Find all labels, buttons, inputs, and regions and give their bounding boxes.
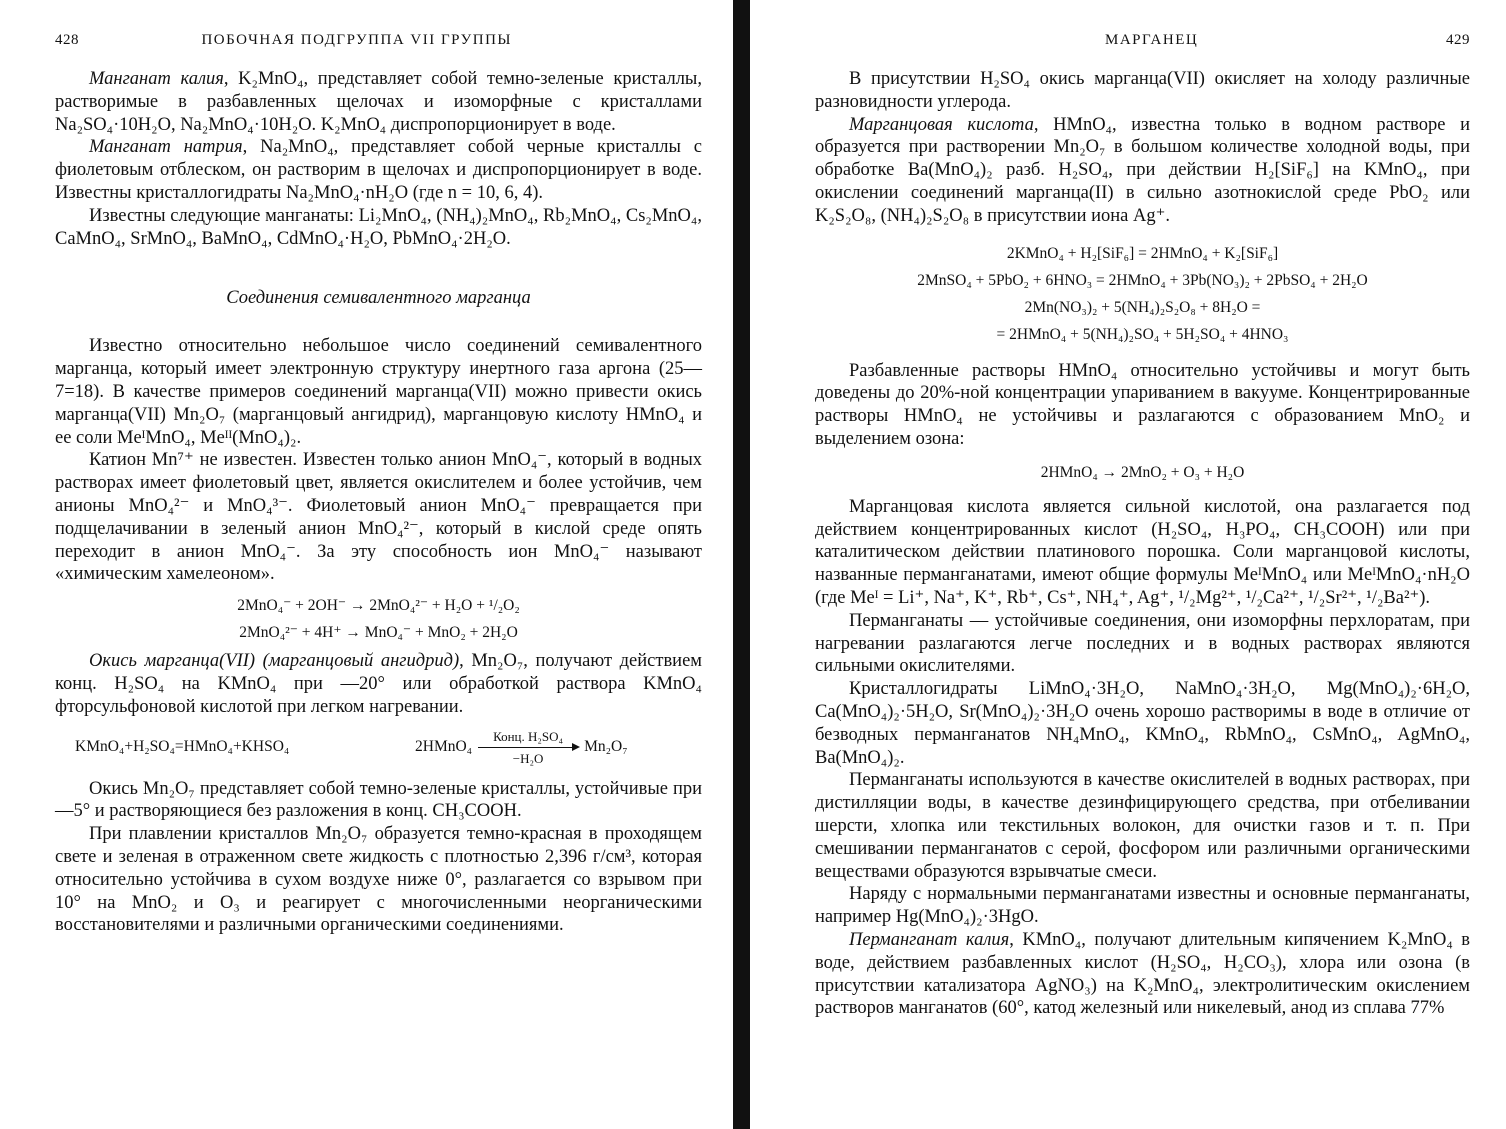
paragraph: Известно относительно небольшое число соединений семивалентного марганца, который имеет электронную структуру инертного газа аргона (25—7=18). В качестве примеров соединений марганца(VII) можно привести окись марганца(VII) Mn₂O₇ (марганцовый ангидрид), марганцовую кислоту HMnO₄ и ее соли MeᴵMnO₄, Meᴵᴵ(MnO₄)₂. [55, 336, 702, 448]
paragraph: В присутствии H₂SO₄ окись марганца(VII) окисляет на холоду различные разновидности углерода. [815, 69, 1470, 112]
paragraph: Марганцовая кислота является сильной кислотой, она разлагается под действием концентрированных кислот (H₂SO₄, H₃PO₄, CH₃COOH) или при каталитическом действии платинового порошка. Соли марганцовой кислоты, названные перманганатами, имеют общие формулы MeᴵMnO₄ или MeᴵMnO₄·nH₂O (где Meᴵ = Li⁺, Na⁺, K⁺, Rb⁺, Cs⁺, NH₄⁺, Ag⁺, ¹/₂Mg²⁺, ¹/₂Ca²⁺, ¹/₂Sr²⁺, ¹/₂Ba²⁺). [815, 496, 1470, 608]
paragraph: Катион Mn⁷⁺ не известен. Известен только анион MnO₄⁻, который в водных растворах имеет фиолетовый цвет, является окислителем и более устойчив, чем анионы MnO₄²⁻ и MnO₄³⁻. Фиолетовый анион MnO₄⁻ превращается при подщелачивании в зеленый анион MnO₄²⁻, который в кислой среде опять переходит в анион MnO₄⁻. За эту способность ион MnO₄⁻ называют «химическим хамелеоном». [55, 450, 702, 585]
equation: 2Mn(NO₃)₂ + 5(NH₄)₂S₂O₈ + 8H₂O = [1024, 298, 1261, 316]
paragraph: Перманганаты — устойчивые соединения, они изоморфны перхлоратам, при нагревании разлагаются легче последних и в водных растворах являются сильными окислителями. [815, 610, 1470, 677]
equation-right: Mn₂O₇ [584, 738, 628, 756]
equation: 2HMnO₄ → 2MnO₂ + O₃ + H₂O [1040, 463, 1245, 481]
paragraph-text: , Na₂MnO₄, представляет собой черные кристаллы с фиолетовым отблеском, он растворим в щелочах и диспропорционирует в воде. Известны кристаллогидраты Na₂MnO₄·nH₂O (где n = 10, 6, 4). [55, 137, 702, 203]
equation: = 2HMnO₄ + 5(NH₄)₂SO₄ + 5H₂SO₄ + 4HNO₃ [996, 325, 1289, 343]
equation: 2KMnO₄ + H₂[SiF₆] = 2HMnO₄ + K₂[SiF₆] [1006, 244, 1279, 262]
right-page-content [815, 68, 1470, 1020]
equation: 2MnSO₄ + 5PbO₂ + 6HNO₃ = 2HMnO₄ + 3Pb(NO₃)₂ + 2PbSO₄ + 2H₂O [917, 271, 1368, 289]
arrow-condition-bottom: −H₂O [512, 750, 544, 766]
equation: KMnO₄+H₂SO₄=HMnO₄+KHSO₄ [75, 738, 290, 756]
right-page-header [815, 32, 1470, 54]
arrow-condition-top: Конц. H₂SO₄ [493, 728, 564, 744]
section-title: Соединения семивалентного марганца [226, 288, 531, 309]
paragraph [815, 929, 1470, 1020]
paragraph: Перманганаты используются в качестве окислителей в водных растворах, при дистилляции воды, в качестве дезинфицирующего средства, при отбеливании шерсти, хлопка или текстильных волокон, для очистки газов и т. п. При смешивании перманганатов с серой, фосфором или различными органическими веществами образуются взрывчатые смеси. [815, 770, 1470, 882]
left-page-content [55, 68, 702, 937]
paragraph: Окись Mn₂O₇ представляет собой темно-зеленые кристаллы, устойчивые при —5° и растворяющиеся без разложения в конц. CH₃COOH. [55, 778, 702, 822]
paragraph [55, 136, 702, 204]
right-page-number: 429 [1446, 32, 1470, 48]
term: Перманганат калия [849, 929, 1010, 950]
right-running-title: МАРГАНЕЦ [1105, 32, 1199, 48]
paragraph: Известны следующие манганаты: Li₂MnO₄, (NH₄)₂MnO₄, Rb₂MnO₄, Cs₂MnO₄, CaMnO₄, SrMnO₄, BaMnO₄, CdMnO₄·H₂O, PbMnO₄·2H₂O. [55, 205, 702, 249]
right-page [760, 0, 1506, 1129]
paragraph [55, 650, 702, 718]
term: Манганат калия [89, 69, 224, 89]
paragraph: При плавлении кристаллов Mn₂O₇ образуется темно-красная в проходящем свете и зеленая в отраженном свете жидкость с плотностью 2,396 г/см³, которая относительно устойчива в сухом воздухе ниже 0°, разлагается со взрывом при 10° на MnO₂ и O₃ и реагирует с многочисленными неорганическими восстановителями и различными органическими соединениями. [55, 824, 702, 936]
paragraph-text: , Mn₂O₇, получают действием конц. H₂SO₄ на KMnO₄ при —20° или обработкой раствора KMnO₄ фторсульфоновой кислотой при легком нагревании. [55, 651, 702, 717]
term: Марганцовая кислота [849, 114, 1034, 135]
equation: 2MnO₄²⁻ + 4H⁺ → MnO₄⁻ + MnO₂ + 2H₂O [239, 624, 518, 642]
paragraph: Наряду с нормальными перманганатами известны и основные перманганаты, например Hg(MnO₄)₂·3HgO. [815, 884, 1470, 928]
left-page-header [55, 32, 702, 54]
term: Манганат натрия [89, 137, 243, 158]
paragraph-text: , HMnO₄, известна только в водном растворе и образуется при растворении Mn₂O₇ в большом количестве холодной воды, при обработке Ba(MnO₄)₂ разб. H₂SO₄, при действии H₂[SiF₆] на KMnO₄, при окислении соединений марганца(II) в сильно азотнокислой среде PbO₂ или K₂S₂O₈, (NH₄)₂S₂O₈ в присутствии иона Ag⁺. [815, 114, 1470, 226]
arrow-icon [478, 747, 578, 748]
paragraph: Разбавленные растворы HMnO₄ относительно устойчивы и могут быть доведены до 20%-ной концентрации упариванием в вакууме. Концентрированные растворы HMnO₄ не устойчивы и разлагаются с образованием MnO₂ и выделением озона: [815, 360, 1470, 449]
paragraph [815, 114, 1470, 228]
equation-left: 2HMnO₄ [415, 738, 473, 756]
paragraph-text: , KMnO₄, получают длительным кипячением K₂MnO₄ в воде, действием разбавленных кислот (H₂SO₄, H₂CO₃), хлора или озона (в присутствии катализатора AgNO₃) на K₂MnO₄, электролитическим окислением растворов манганатов (60°, катод железный или никелевый, анод из сплава 77% [815, 929, 1471, 1019]
left-page [0, 0, 732, 1129]
equation-row [75, 729, 702, 766]
left-running-title: ПОБОЧНАЯ ПОДГРУППА VII ГРУППЫ [201, 32, 512, 48]
term: Окись марганца(VII) (марганцовый ангидрид) [89, 651, 460, 672]
left-page-number: 428 [55, 32, 79, 48]
paragraph [55, 68, 702, 136]
book-gutter [733, 0, 750, 1129]
paragraph: Кристаллогидраты LiMnO₄·3H₂O, NaMnO₄·3H₂O, Mg(MnO₄)₂·6H₂O, Ca(MnO₄)₂·5H₂O, Sr(MnO₄)₂·3H₂O очень хорошо растворимы в воде в отличие от безводных перманганатов NH₄MnO₄, KMnO₄, RbMnO₄, CsMnO₄, AgMnO₄, Ba(MnO₄)₂. [815, 679, 1470, 768]
equation: 2MnO₄⁻ + 2OH⁻ → 2MnO₄²⁻ + H₂O + ¹/₂O₂ [237, 597, 520, 615]
paragraph-text: , K₂MnO₄, представляет собой темно-зеленые кристаллы, растворимые в разбавленных щелочах и изоморфные с кристаллами Na₂SO₄·10H₂O, Na₂MnO₄·10H₂O. K₂MnO₄ диспропорционирует в воде. [55, 69, 702, 135]
reaction-arrow [478, 729, 578, 766]
